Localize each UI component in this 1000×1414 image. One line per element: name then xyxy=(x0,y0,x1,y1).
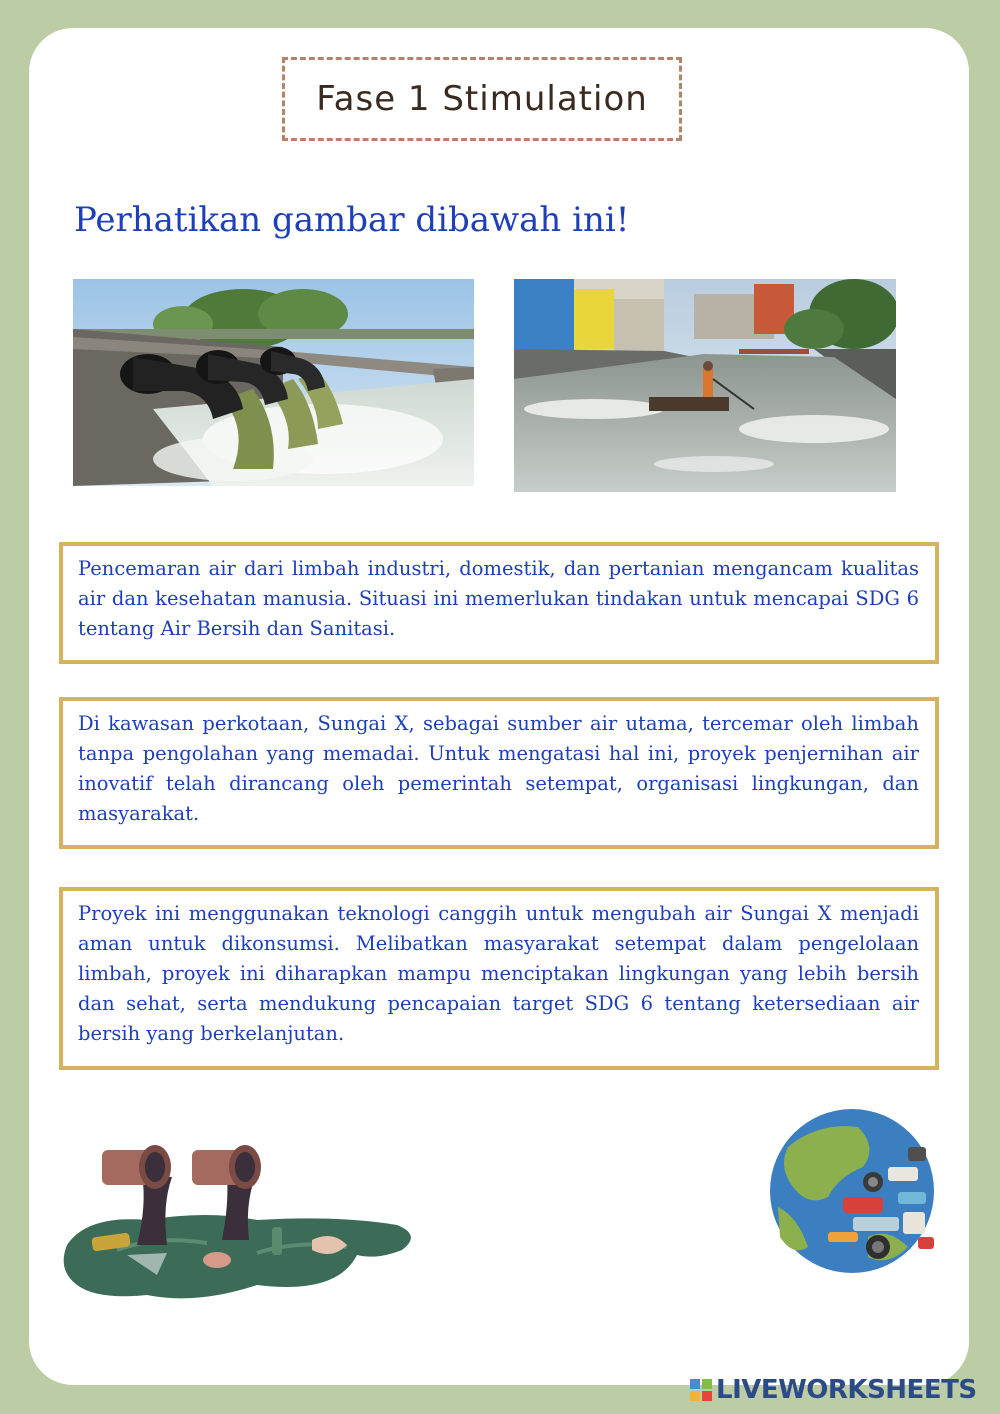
earth-waste-illustration xyxy=(768,1107,944,1275)
pipes-discharge-photo xyxy=(73,279,474,486)
polluted-river-photo xyxy=(514,279,896,492)
paragraph-1: Pencemaran air dari limbah industri, domestik, dan pertanian mengancam kualitas air dan kesehatan manusia. Situasi ini memerlukan tindakan untuk mencapai SDG 6 tentang Air Bersih dan Sanitasi. xyxy=(78,557,919,640)
liveworksheets-logo xyxy=(690,1374,977,1406)
info-box-1 xyxy=(59,542,939,664)
title-box xyxy=(282,57,682,141)
liveworksheets-logo-text: LIVEWORKSHEETS xyxy=(716,1375,977,1405)
liveworksheets-logo-icon xyxy=(690,1379,712,1401)
info-box-3 xyxy=(59,887,939,1070)
instruction-heading: Perhatikan gambar dibawah ini! xyxy=(74,200,630,240)
info-box-2 xyxy=(59,697,939,849)
paragraph-3: Proyek ini menggunakan teknologi canggih untuk mengubah air Sungai X menjadi aman untuk dikonsumsi. Melibatkan masyarakat setempat dalam pengelolaan limbah, proyek ini diharapkan mampu menciptakan lingkungan yang lebih bersih dan sehat, serta mendukung pencapaian target SDG 6 tentang ketersediaan air bersih yang berkelanjutan. xyxy=(78,902,919,1045)
polluted-water-illustration xyxy=(57,1135,422,1305)
page-title: Fase 1 Stimulation xyxy=(316,79,648,119)
paragraph-2: Di kawasan perkotaan, Sungai X, sebagai sumber air utama, tercemar oleh limbah tanpa pengolahan yang memadai. Untuk mengatasi hal ini, proyek penjernihan air inovatif telah dirancang oleh pemerintah setempat, organisasi lingkungan, dan masyarakat. xyxy=(78,712,919,825)
